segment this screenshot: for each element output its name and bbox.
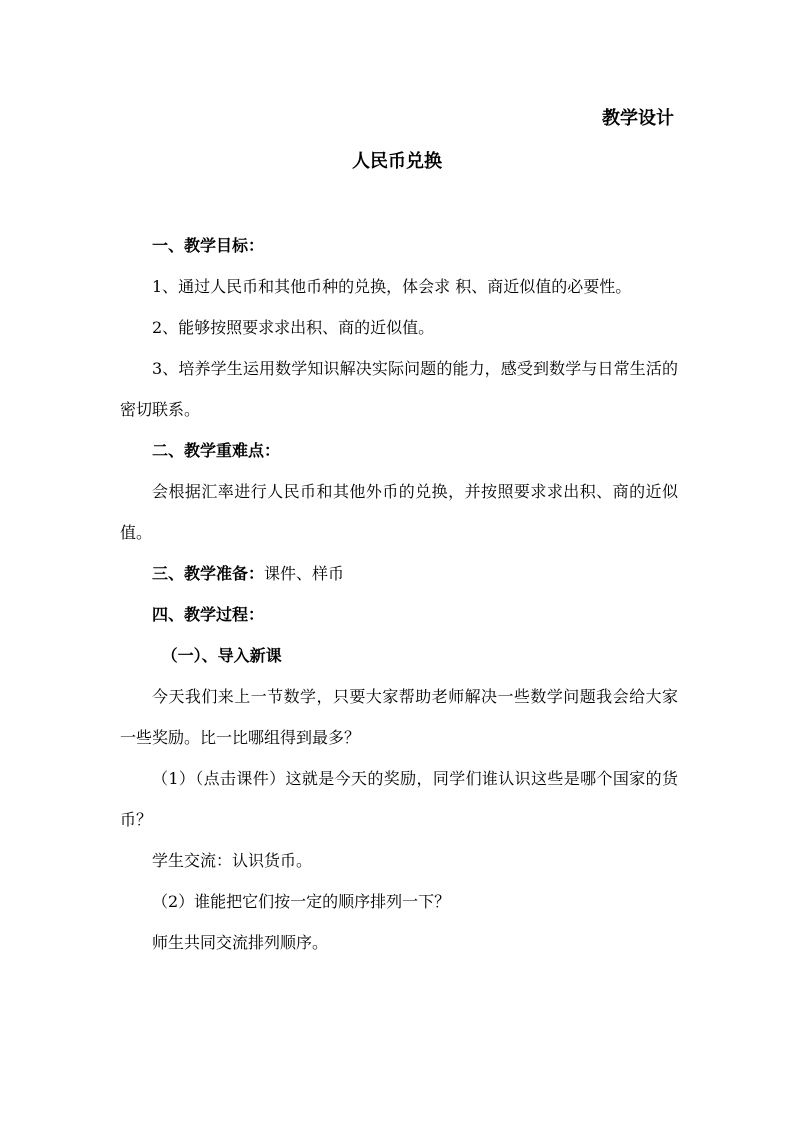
goal-item: 2、能够按照要求求出积、商的近似值。 xyxy=(152,318,435,337)
section-heading-process: 四、教学过程： xyxy=(152,605,265,624)
section-heading-key-points: 二、教学重难点： xyxy=(152,441,281,460)
section-preparation xyxy=(120,553,678,594)
sub-heading-intro: （一）、导入新课 xyxy=(161,646,282,665)
preparation-text: 课件、样币 xyxy=(264,564,345,583)
goal-item: 1、通过人民币和其他币种的兑换，体会求 积、商近似值的必要性。 xyxy=(152,277,632,296)
process-paragraph: （1）（点击课件）这就是今天的奖励，同学们谁认识这些是哪个国家的货币？ xyxy=(120,769,678,829)
section-heading-preparation: 三、教学准备： xyxy=(152,564,265,583)
document-label: 教学设计 xyxy=(602,108,674,129)
process-paragraph: （2）谁能把它们按一定的顺序排列一下？ xyxy=(152,892,451,911)
key-points-text: 会根据汇率进行人民币和其他外币的兑换，并按照要求求出积、商的近似值。 xyxy=(120,482,678,542)
document-title: 人民币兑换 xyxy=(352,151,442,172)
process-paragraph: 学生交流：认识货币。 xyxy=(152,851,313,870)
document-body xyxy=(120,225,678,963)
section-heading-goals: 一、教学目标： xyxy=(152,236,265,255)
process-paragraph: 今天我们来上一节数学，只要大家帮助老师解决一些数学问题我会给大家一些奖励。比一比哪组得到最多？ xyxy=(120,687,678,747)
goal-item: 3、培养学生运用数学知识解决实际问题的能力，感受到数学与日常生活的密切联系。 xyxy=(120,359,678,419)
process-paragraph: 师生共同交流排列顺序。 xyxy=(152,933,329,952)
